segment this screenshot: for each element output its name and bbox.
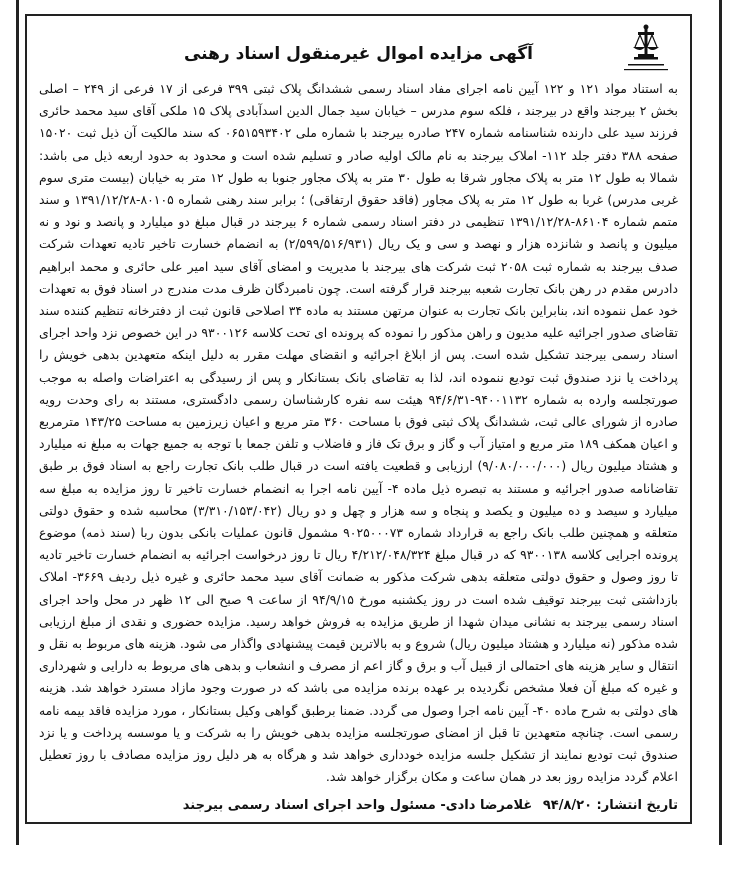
auction-notice [25, 14, 692, 824]
page-edge-rule-left [6, 0, 19, 845]
page-edge-rule-right [719, 0, 732, 845]
publication-date: تاریخ انتشار: ۹۴/۸/۲۰ [542, 798, 678, 813]
notice-footer [39, 798, 678, 813]
issuer-signature: غلامرضا دادی- مسئول واحد اجرای اسناد رسمی بیرجند [182, 798, 533, 813]
notice-title: آگهی مزایده اموال غیرمنقول اسناد رهنی [183, 44, 534, 64]
notice-body-text: به استناد مواد ۱۲۱ و ۱۲۲ آیین نامه اجرای مفاد اسناد رسمی ششدانگ پلاک ثبتی ۳۹۹ فرعی از ۱۷ فرعی از ۲۴۹ – اصلی بخش ۲ بیرجند واقع در بیرجند ، فلکه سوم مدرس – خیابان سید جمال الدین اسدآبادی پلاک ۱۵ ملکی آقای سید محمد حائری فرزند سید علی دارنده شناسنامه شماره ۲۴۷ صادره بیرجند با شماره ملی ۰۶۵۱۵۹۳۴۰۲ که سند مالکیت آن ذیل ثبت ۱۵۰۲۰ صفحه ۳۸۸ دفتر جلد ۱۱۲- املاک بیرجند به نام مالک اولیه صادر و تسلیم شده است و محدود به حدود اربعه ذیل می باشد: شمالا به طول ۱۲ متر به پلاک مجاور شرقا به طول ۳۰ متر به پلاک مجاور جنوبا به طول ۱۲ متر به خیابان (بیست متری سوم غربی مدرس) غربا به طول ۱۲ متر به پلاک مجاور (فاقد حقوق ارتفاقی) ؛ برابر سند رهنی شماره ۸۰۱۰۵-۱۳۹۱/۱۲/۲۸ و سند متمم شماره ۸۶۱۰۴-۱۳۹۱/۱۲/۲۸ تنظیمی در دفتر اسناد رسمی شماره ۶ بیرجند در قبال مبلغ دو میلیارد و پانصد و نود و نه میلیون و پانصد و شانزده هزار و نهصد و سی و یک ریال (۲/۵۹۹/۵۱۶/۹۳۱) به انضمام خسارت تاخیر تادیه تعهدات شرکت صدف بیرجند به شماره ثبت ۲۰۵۸ ثبت شرکت های بیرجند با مدیریت و امضای آقای سید امیر علی حائری و محمد ابراهیم دادرس مقدم در رهن بانک تجارت شعبه بیرجند قرار گرفته است. چون نامبردگان ظرف مدت مندرج در اسناد فوق به تعهدات خود عمل ننموده اند، بنابراین بانک تجارت به عنوان مرتهن مستند به ماده ۳۴ اصلاحی قانون ثبت از دفترخانه تنظیم کننده سند تقاضای صدور اجرائیه علیه مدیون و راهن مذکور را نموده که پرونده ای تحت کلاسه ۹۳۰۰۱۲۶ در این خصوص نزد واحد اجرای اسناد رسمی بیرجند تشکیل شده است. پس از ابلاغ اجرائیه و انقضای مهلت مقرر به دلیل اینکه متعهدین بدهی خویش را پرداخت یا نزد صندوق ثبت تودیع ننموده اند، لذا به تقاضای بانک بستانکار و پس از رسیدگی به اعتراضات واصله به موجب صورتجلسه وارده به شماره ۹۴۰۰۱۱۳۲-۹۴/۶/۳۱ هیئت سه نفره کارشناسان رسمی دادگستری، مستند به رای وحدت رویه صادره از شورای عالی ثبت، ششدانگ پلاک ثبتی فوق با مساحت ۳۶۰ متر مربع و اعیان زیرزمین به مساحت ۱۴۳/۲۵ مترمربع و اعیان همکف ۱۸۹ متر مربع و امتیاز آب و گاز و برق تک فاز و فاضلاب و تلفن جمعا با توجه به جمیع جهات به مبلغ نه میلیارد و هشتاد میلیون ریال (۹/۰۸۰/۰۰۰/۰۰۰) ارزیابی و قطعیت یافته است در قبال طلب بانک تجارت راجع به اسناد فوق بر طبق تقاضانامه صدور اجرائیه و مستند به تبصره ذیل ماده ۴- آیین نامه اجرا به انضمام خسارت تاخیر تا روز مزایده به مبلغ سه میلیارد و سیصد و ده میلیون و یکصد و پنجاه و سه هزار و چهل و دو ریال (۳/۳۱۰/۱۵۳/۰۴۲) محاسبه شده و حقوق دولتی متعلقه و همچنین طلب بانک راجع به قرارداد شماره ۹۰۲۵۰۰۰۷۳ مشمول قانون عملیات بانکی بدون ربا (سند ذمه) موضوع پرونده اجرایی کلاسه ۹۳۰۰۱۳۸ که در قبال مبلغ ۴/۲۱۲/۰۴۸/۳۲۴ ریال تا روز درخواست اجرائیه به انضمام خسارت تاخیر تادیه تا روز وصول و حقوق دولتی متعلقه بدهی شرکت مذکور به ضمانت آقای سید محمد حائری و غیره ذیل ردیف ۳۶۶۹- املاک بازداشتی ثبت بیرجند توقیف شده است در روز یکشنبه مورخ ۹۴/۹/۱۵ از ساعت ۹ صبح الی ۱۲ ظهر در محل واحد اجرای اسناد رسمی بیرجند به نشانی میدان شهدا از طریق مزایده به فروش خواهد رسید. مزایده حضوری و نقدی از مبلغ ارزیابی شده مذکور (نه میلیارد و هشتاد میلیون ریال) شروع و به بالاترین قیمت پیشنهادی واگذار می شود. هزینه های مربوط به نقل و انتقال و سایر هزینه های احتمالی از قبیل آب و برق و گاز اعم از مصرف و انشعاب و بدهی های مربوط به دارایی و شهرداری و غیره که مبلغ آن فعلا مشخص نگردیده بر عهده برنده مزایده می باشد که در صورت وجود مازاد مسترد خواهد شد. هزینه های دولتی به شرح ماده ۴۰- آیین نامه اجرا وصول می گردد. ضمنا برطبق گواهی وکیل بستانکار ، مورد مزایده فاقد بیمه نامه رسمی است. چنانچه متعهدین تا قبل از امضای صورتجلسه مزایده بدهی خویش را به شرکت و یا موسسه پرداخت و یا نزد صندوق ثبت تودیع نمایند از تشکیل جلسه مزایده خودداری خواهد شد و هرگاه به هر دلیل روز مزایده مصادف با روز تعطیل اعلام گردد مزایده روز بعد در همان ساعت و مکان برگزار خواهد شد. [39, 81, 679, 785]
